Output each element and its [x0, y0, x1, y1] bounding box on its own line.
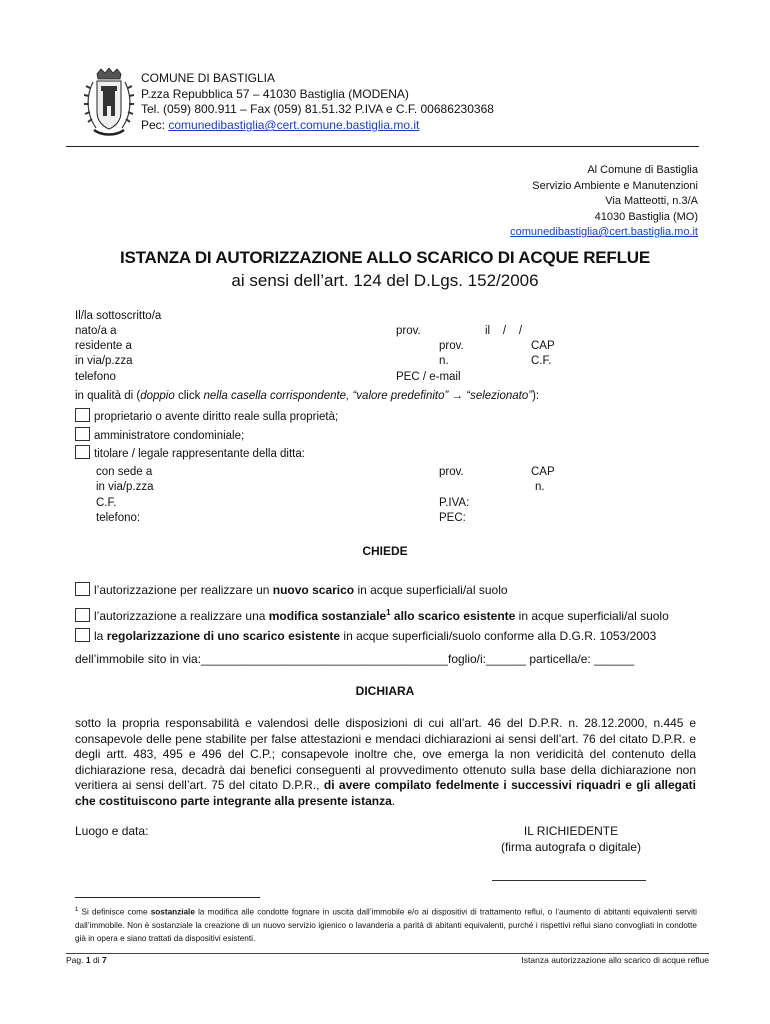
- footer-divider: [66, 953, 709, 954]
- request-text: nuovo scarico: [272, 583, 355, 597]
- recipient-line: Al Comune di Bastiglia: [587, 164, 698, 176]
- signature-line: [492, 880, 646, 881]
- qualita-text: ):: [532, 390, 540, 402]
- option-label: proprietario o avente diritto reale sulla proprietà;: [94, 411, 339, 423]
- label-piva: P.IVA:: [439, 497, 470, 509]
- request-text: allo scarico esistente: [390, 609, 516, 623]
- label-telefono: telefono: [75, 371, 116, 383]
- request-text: in acque superficiali/suolo conforme alla D.G.R. 1053/2003: [340, 629, 657, 643]
- comune-name: COMUNE DI BASTIGLIA: [141, 71, 276, 85]
- recipient-line: Servizio Ambiente e Manutenzioni: [532, 179, 698, 192]
- label-telefono: telefono:: [96, 512, 141, 524]
- recipient-block: [510, 163, 698, 241]
- request-regolarizzazione: [75, 628, 656, 644]
- label-sede: con sede a: [96, 466, 153, 478]
- label-cf: C.F.: [531, 355, 552, 367]
- label-numero: n.: [439, 355, 449, 367]
- label-pec: PEC / e-mail: [396, 371, 461, 383]
- footnote: [75, 904, 697, 945]
- footnote-text: sostanziale: [150, 907, 195, 917]
- dichiara-text: .: [391, 793, 396, 808]
- qualita-text: in qualità di (: [75, 390, 141, 402]
- request-text: modifica sostanziale: [268, 609, 387, 623]
- label-luogo-data: Luogo e data:: [75, 824, 149, 838]
- request-text: l’autorizzazione a realizzare una: [94, 609, 269, 623]
- page-label: Pag.: [66, 955, 86, 965]
- recipient-line: 41030 Bastiglia (MO): [594, 210, 698, 223]
- qualita-text: “selezionato”: [466, 390, 533, 402]
- page-current: 1: [85, 955, 91, 965]
- option-titolare: [75, 445, 305, 462]
- pec-email-link[interactable]: comunedibastiglia@cert.comune.bastiglia.mo.it: [168, 118, 420, 132]
- label-cap: CAP: [531, 340, 555, 352]
- label-residente: residente a: [75, 340, 132, 352]
- label-firma: (firma autografa o digitale): [500, 840, 642, 854]
- recipient-line: Via Matteotti, n.3/A: [605, 195, 698, 207]
- request-text: in acque superficiali/al suolo: [515, 609, 669, 623]
- request-nuovo-scarico: [75, 582, 508, 598]
- label-sottoscritto: Il/la sottoscritto/a: [75, 310, 162, 322]
- dichiara-paragraph: [75, 716, 696, 810]
- page-number: [66, 955, 107, 965]
- header-divider: [66, 146, 699, 147]
- footnote-divider: [75, 897, 260, 898]
- option-amministratore: [75, 427, 244, 444]
- pec-label: Pec:: [141, 118, 169, 132]
- recipient-email-link[interactable]: comunedibastiglia@cert.bastiglia.mo.it: [510, 226, 698, 238]
- checkbox-proprietario[interactable]: [75, 408, 90, 422]
- label-richiedente: IL RICHIEDENTE: [523, 824, 619, 838]
- footnote-number: 1: [75, 907, 79, 913]
- label-pec: PEC:: [439, 512, 466, 524]
- request-text: l’autorizzazione per realizzare un: [94, 583, 273, 597]
- document-subtitle: ai sensi dell’art. 124 del D.Lgs. 152/2006: [231, 271, 539, 290]
- qualita-text: click: [174, 390, 204, 402]
- comune-address: P.zza Repubblica 57 – 41030 Bastiglia (MODENA): [141, 87, 409, 101]
- label-cap: CAP: [531, 466, 555, 478]
- comune-pec-line: [141, 117, 419, 133]
- checkbox-amministratore[interactable]: [75, 427, 90, 441]
- label-birth-date: il / /: [485, 325, 523, 337]
- label-numero: n.: [535, 481, 545, 493]
- page-total: 7: [101, 955, 107, 965]
- label-via: in via/p.zza: [75, 355, 133, 367]
- arrow-icon: →: [448, 390, 467, 402]
- footnote-text: Si definisce come: [78, 907, 151, 917]
- qualita-text: nella casella corrispondente, “valore predefinito”: [203, 390, 449, 402]
- qualita-text: doppio: [140, 390, 175, 402]
- document-title: ISTANZA DI AUTORIZZAZIONE ALLO SCARICO DI ACQUE REFLUE: [119, 248, 651, 267]
- footnote-text: la modifica alle condotte fognare in uscita dall’immobile e/o ai dispositivi di trattamento reflui, o l’aumento di abitanti equivalenti serviti dall’immobile. Non è sostanziale la creazione di un nuovo servizio igienico o lavanderia a parità di abitanti equivalenti, purché i rispettivi reflui siano convogliati in condotte già in opera e siano trattati da dispositivi esistenti.: [75, 907, 697, 943]
- immobile-line: dell’immobile sito in via:_____________________________________foglio/i:______ particella/e: ______: [75, 652, 635, 666]
- label-prov: prov.: [396, 325, 421, 337]
- checkbox-regolarizzazione[interactable]: [75, 628, 90, 642]
- label-prov: prov.: [439, 466, 464, 478]
- municipal-crest-icon: [84, 68, 134, 140]
- checkbox-modifica-sostanziale[interactable]: [75, 608, 90, 622]
- qualita-instruction: [75, 389, 539, 404]
- section-heading-chiede: CHIEDE: [362, 544, 408, 558]
- page-label: di: [90, 955, 102, 965]
- comune-phone: Tel. (059) 800.911 – Fax (059) 81.51.32 P.IVA e C.F. 00686230368: [141, 102, 494, 116]
- request-text: la: [94, 629, 107, 643]
- request-text: regolarizzazione di uno scarico esistente: [106, 629, 341, 643]
- section-heading-dichiara: DICHIARA: [355, 684, 415, 698]
- label-cf: C.F.: [96, 497, 117, 509]
- option-label: amministratore condominiale;: [94, 430, 245, 442]
- option-proprietario: [75, 408, 338, 425]
- dichiara-text: sotto la propria responsabilità e valendosi delle disposizioni di cui all’art. 46 del D.P.R. n. 28.12.2000, n.445 e consapevole delle pene stabilite per false attestazioni e mendaci dichiarazioni ai sensi dell’art. 76 del citato D.P.R. e degli artt. 483, 495 e 496 del C.P.; consapevole inoltre che, ove emerga la non veridicità del contenuto della dichiarazione resa, decadrà dai benefici conseguenti al provvedimento ottenuto sulla base della dichiarazione non veritiera ai sensi dell’art. 75 del citato D.P.R.,: [75, 716, 696, 793]
- footer-title: Istanza autorizzazione allo scarico di acque reflue: [521, 955, 709, 965]
- request-text: in acque superficiali/al suolo: [354, 583, 508, 597]
- dichiara-text: di avere compilato fedelmente i successivi riquadri e gli allegati che costituiscono parte integrante alla presente istanza: [75, 778, 696, 808]
- checkbox-nuovo-scarico[interactable]: [75, 582, 90, 596]
- label-nato: nato/a a: [75, 325, 117, 337]
- request-modifica-sostanziale: [75, 605, 669, 624]
- label-via: in via/p.zza: [96, 481, 154, 493]
- checkbox-titolare[interactable]: [75, 445, 90, 459]
- footnote-ref: 1: [386, 608, 391, 617]
- option-label: titolare / legale rappresentante della ditta:: [94, 448, 305, 460]
- label-prov: prov.: [439, 340, 464, 352]
